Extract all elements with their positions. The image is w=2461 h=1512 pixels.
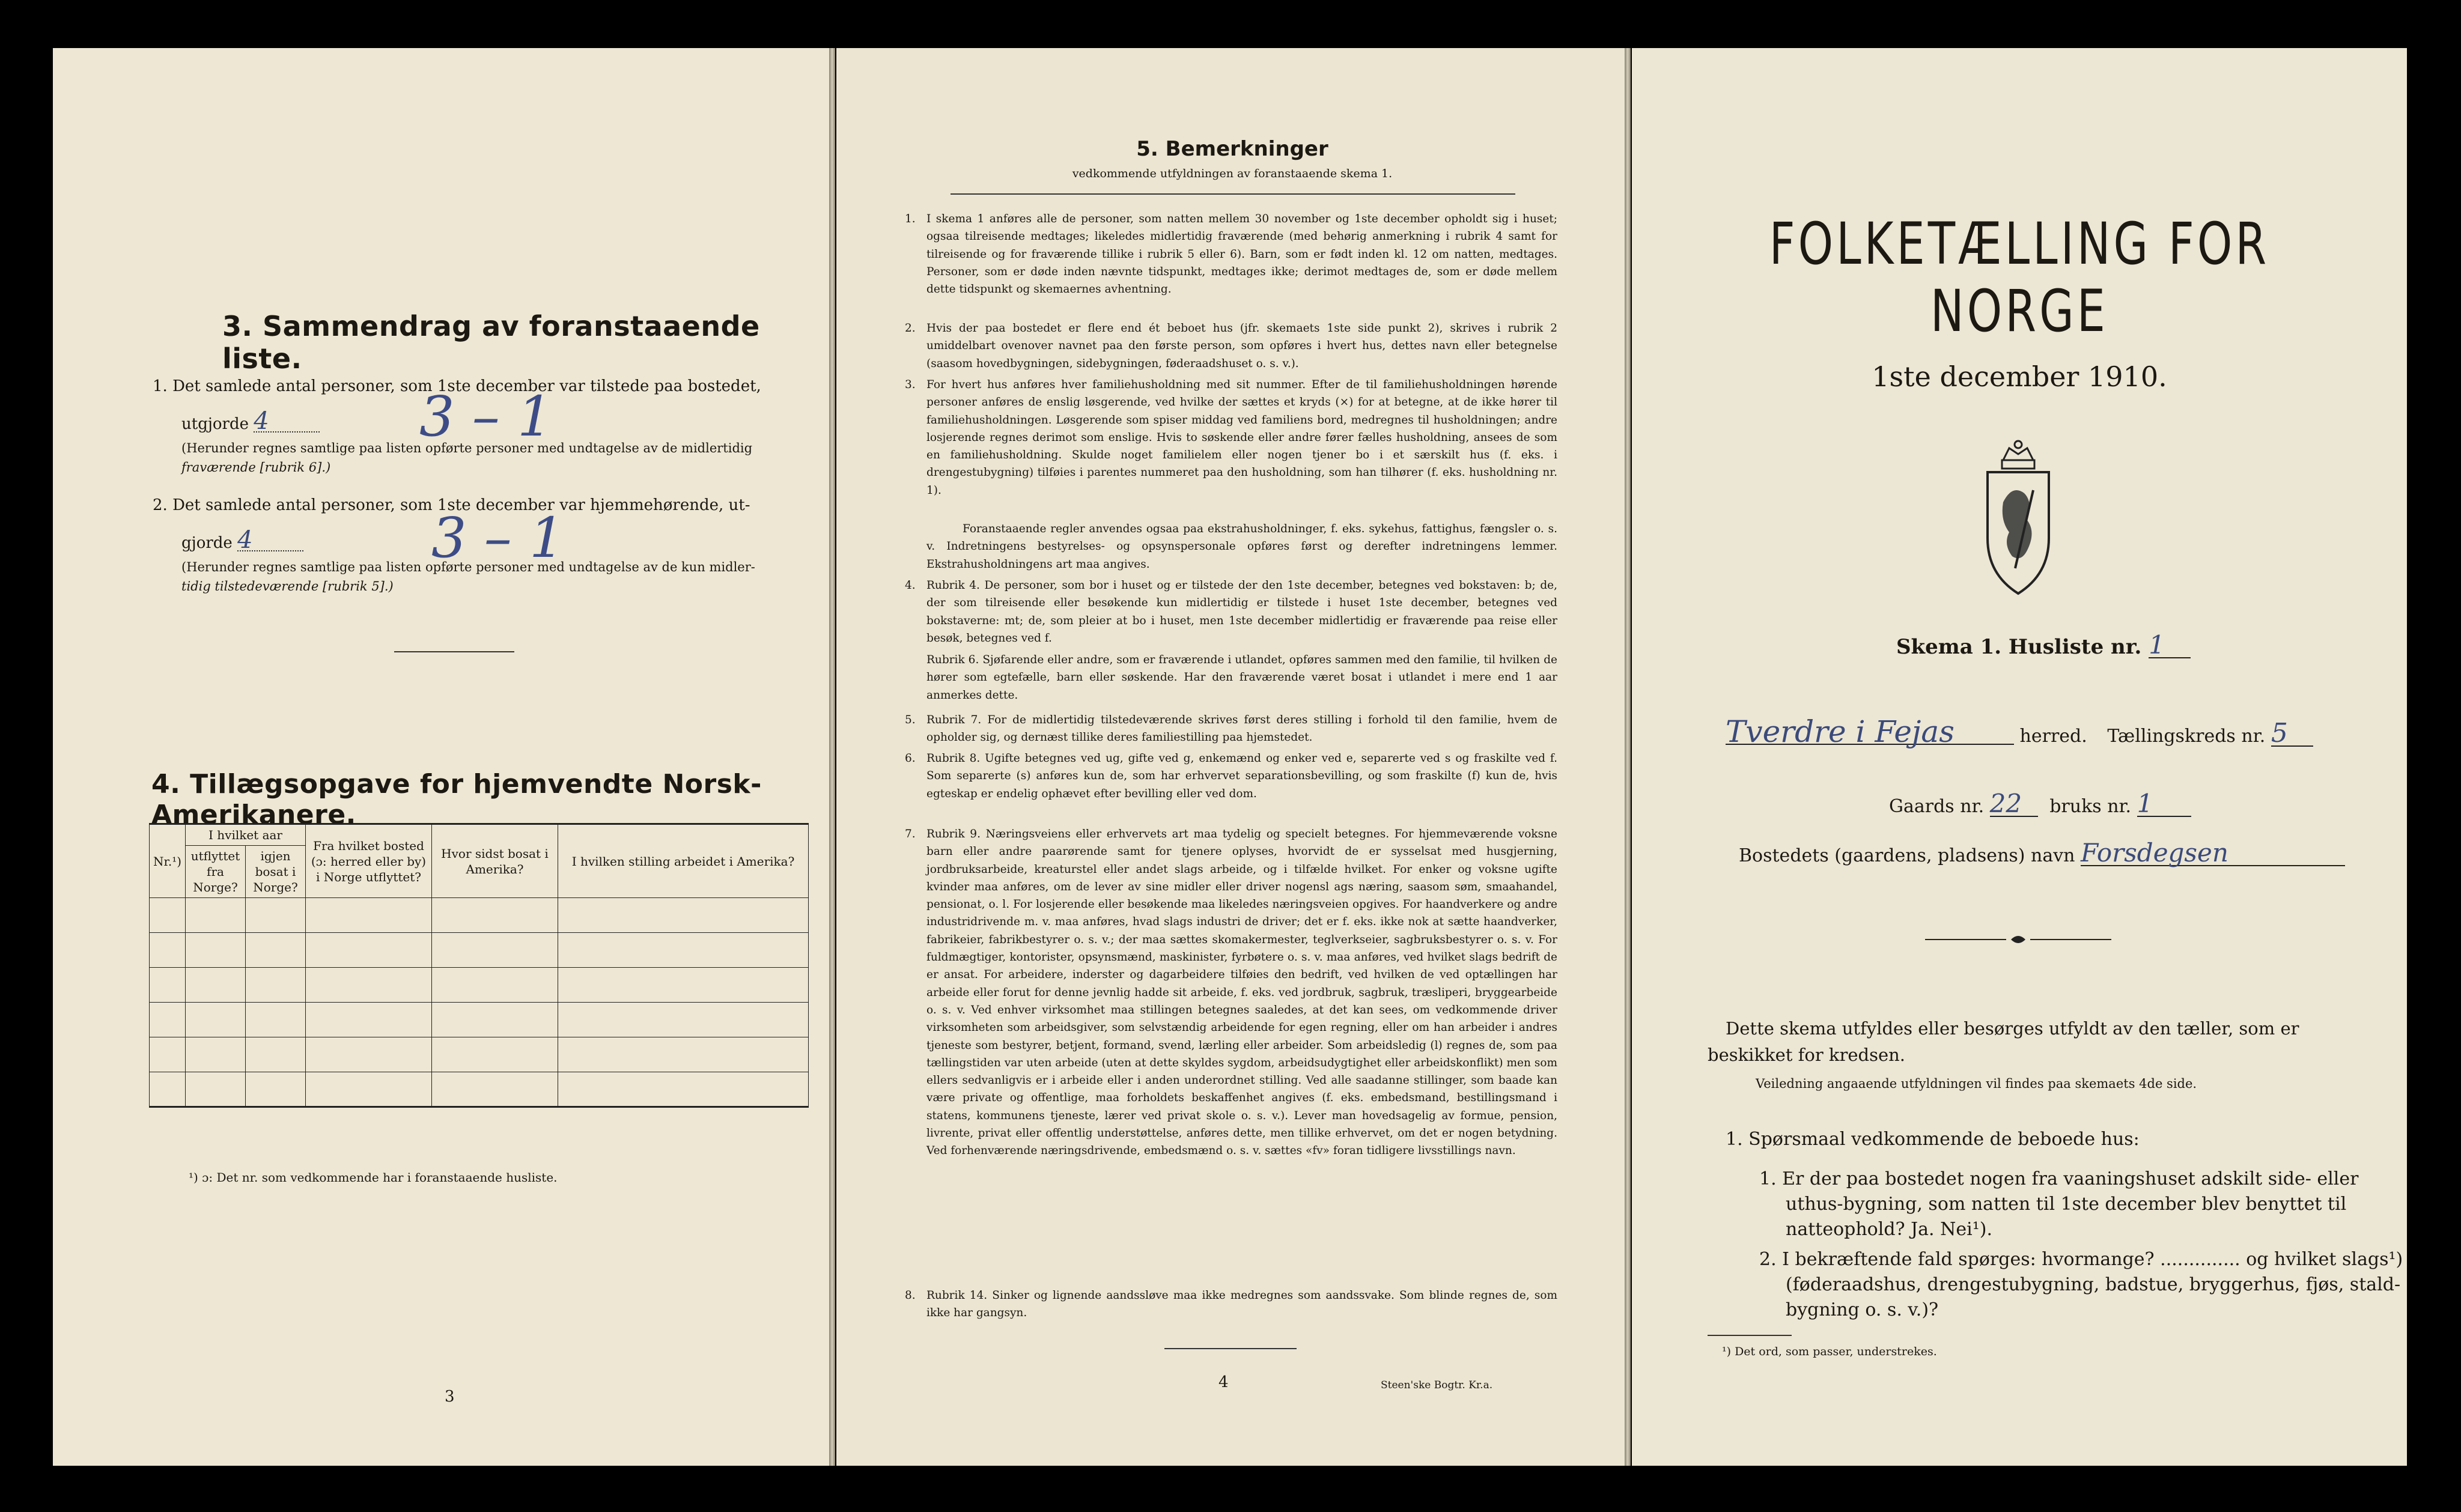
remark-1-text: I skema 1 anføres alle de personer, som natten mellem 30 november og 1ste december opholdt sig i huset; ogsaa tilreisende medtages; likeledes midlertidig fraværende (med behørig anmerkning i rubrik 4 samt for tilreisende og for fraværende tillike i rubrik 5 eller 6). Barn, som er født inden kl. 12 om natten, medtages. Personer, som er døde inden nævnte tidspunkt, medtages ikke; derimot medtages de, som er døde mellem dette tidspunkt og skemaernes avhentning. [926, 213, 1557, 296]
page-fold [829, 48, 835, 1466]
remark-7-num: 7. [905, 828, 916, 840]
page-number-4: 4 [1218, 1373, 1229, 1391]
remark-3b-text: Foranstaaende regler anvendes ogsaa paa ekstrahusholdninger, f. eks. sykehus, fattighus, fængsler o. s. v. Indretningens bestyrelses- og opsynspersonale opføres først og derefter indretningens lemmer. Ekstrahusholdningens art maa angives. [926, 523, 1557, 571]
table-row [150, 1037, 809, 1072]
bosted-line [1739, 838, 2345, 868]
remark-8 [905, 1287, 1557, 1322]
remarks-end-rule [1164, 1348, 1297, 1349]
remark-4b-text: Rubrik 6. Sjøfarende eller andre, som er fraværende i utlandet, opføres sammen med den familie, til hvilken de hører som egtefælle, barn eller søskende. Har den fraværende været bosat i utlandet i mere end 1 aar anmerkes dette. [926, 654, 1557, 702]
bosted-value: Forsdegsen [2081, 841, 2345, 866]
right-page [1632, 48, 2407, 1466]
norway-coat-of-arms-icon [1979, 436, 2057, 598]
remark-5-num: 5. [905, 714, 916, 726]
col-nr: Nr.¹) [150, 824, 186, 898]
middle-page [836, 48, 1628, 1466]
remark-7-text: Rubrik 9. Næringsveiens eller erhvervets art maa tydelig og specielt betegnes. For hjemmeværende voksne barn eller andre paarørende samt for tjenere oplyses, hvorvidt de er sysselsat med husgjerning, jordbruksarbeide, kreaturstel eller andet slags arbeide, og i tilfælde hvilket. For enker og voksne ugifte kvinder maa anføres, om de lever av sine midler eller driver nogensl ags næring, saasom søm, smaahandel, pensionat, o. l. For losjerende eller besøkende maa likeledes næringsveien opgives. For haandverkere og andre industridrivende m. v. maa anføres, hvad slags industri de driver; det er f. eks. ikke nok at sætte haandverker, fabrikeier, fabrikbestyrer o. s. v.; der maa sættes skomakermester, teglverkseier, sagbruksbestyrer o. s. v. For fuldmægtiger, kontorister, opsynsmænd, maskinister, fyrbøtere o. s. v. maa anføres, ved hvilket slags bedrift de er ansat. For arbeidere, inderster og dagarbeidere tilføies den bedrift, ved hvilken de ved optællingen har arbeide eller forut for denne jevnlig hadde sit arbeide, f. eks. ved jordbruk, sagbruk, træsliperi, bryggearbeide o. s. v. Ved enhver virksomhet maa stillingen betegnes saaledes, at det kan sees, om vedkommende driver virksomheten som arbeidsgiver, som selvstændig arbeidende for egen regning, eller om han arbeider i andres tjeneste som bestyrer, betjent, formand, svend, lærling eller arbeider. Som arbeidsledig (l) regnes de, som paa tællingstiden var uten arbeide (uten at dette skyldes sygdom, arbeidsudygtighet eller arbeidskonflikt) men som ellers sedvanligvis er i arbeide eller i anden underordnet stilling. Ved alle saadanne stillinger, som baade kan være private og offentlige, maa forholdets beskaffenhet angives (f. eks. embedsmand, bestillingsmand i statens, kommunens tjeneste, lærer ved privat skole o. s. v.). Lever man hovedsagelig av formue, pension, livrente, privat eller offentlig understøttelse, anføres dette, men tillike erhvervet, om det er nogen betydning. Ved forhenværende næringsdrivende, embedsmænd o. s. v. sættes «fv» foran tidligere livsstillings navn. [926, 828, 1557, 1158]
herred-value: Tverdre i Fejas [1726, 720, 2014, 745]
census-title: FOLKETÆLLING FOR NORGE [1769, 210, 2270, 345]
gaards-value: 22 [1990, 792, 2038, 817]
gaards-label: Gaards nr. [1889, 796, 1985, 817]
q1-handwritten-total: 3 – 1 [419, 384, 553, 449]
col-fra-bosted: Fra hvilket bosted (ɔ: herred eller by) i Norge utflyttet? [306, 824, 432, 898]
remark-2-text: Hvis der paa bostedet er flere end ét beboet hus (jfr. skemaets 1ste side punkt 2), skrives i rubrik 2 umiddelbart ovenover navnet paa den første person, som opføres i hvert hus, dettes navn eller betegnelse (saasom hovedbygningen, sidebygningen, føderaadshuset o. s. v.). [926, 322, 1557, 370]
table-row [150, 898, 809, 933]
question-heading: 1. Spørsmaal vedkommende de beboede hus: [1726, 1129, 2140, 1150]
intro-small: Veiledning angaaende utfyldningen vil findes paa skemaets 4de side. [1756, 1076, 2197, 1091]
remark-3-num: 3. [905, 378, 916, 391]
table-footnote: ¹) ɔ: Det nr. som vedkommende har i foranstaaende husliste. [189, 1170, 558, 1185]
remark-4 [905, 577, 1557, 647]
q2-handwritten-total: 3 – 1 [431, 506, 565, 570]
left-page [53, 48, 829, 1466]
husliste-nr-value: 1 [2149, 633, 2191, 658]
norsk-amerikanere-table [149, 823, 809, 1108]
remark-2-num: 2. [905, 322, 916, 335]
remark-4b [926, 651, 1557, 704]
remark-1-num: 1. [905, 213, 916, 225]
printer-imprint: Steen'ske Bogtr. Kr.a. [1381, 1379, 1493, 1391]
table-row [150, 968, 809, 1003]
q2-line-c: bygning o. s. v.)? [1786, 1299, 1939, 1320]
remark-6 [905, 750, 1557, 803]
census-date: 1ste december 1910. [1872, 360, 2167, 393]
q2-note-1: (Herunder regnes samtlige paa listen opførte personer med undtagelse av de kun midler- [181, 560, 755, 574]
remark-5 [905, 711, 1557, 747]
remark-7 [905, 825, 1557, 1160]
col-hvor-bosat: Hvor sidst bosat i Amerika? [432, 824, 558, 898]
page-number-3: 3 [445, 1388, 455, 1406]
herred-label: herred. [2019, 726, 2087, 747]
remark-6-num: 6. [905, 752, 916, 765]
q2-note-2: tidig tilstedeværende [rubrik 5].) [181, 579, 394, 594]
remark-3-text: For hvert hus anføres hver familiehusholdning med sit nummer. Efter de til familiehusholdningen hørende personer anføres de enslig løsgerende, ved hvilke der sættes et kryds (×) for at betegne, at de ikke hører til familiehusholdningen. Løsgerende som spiser middag ved familiens bord, medregnes til husholdningen; andre losjerende regnes derimot som enslige. Hvis to søskende eller andre fører fælles husholdning, ansees de som en familiehusholdning. Skulde noget familielem eller nogen tjener bo i et særskilt hus (f. eks. i drengestubygning) tilføies i parentes nummeret paa den husholdning, som han tilhører (f. eks. husholdning nr. 1). [926, 378, 1557, 497]
remarks-subtitle: vedkommende utfyldningen av foranstaaende skema 1. [1072, 167, 1393, 180]
table-row [150, 933, 809, 968]
q1-line-c: natteophold? Ja. Nei¹). [1786, 1219, 1992, 1240]
q2-line-b: (føderaadshus, drengestubygning, badstue, bryggerhus, fjøs, stald- [1786, 1274, 2401, 1295]
remark-5-text: Rubrik 7. For de midlertidig tilstedeværende skrives først deres stilling i forhold til den familie, hvem de opholder sig, og dernæst tillike deres familiestilling paa hjemstedet. [926, 714, 1557, 744]
bruks-value: 1 [2137, 792, 2191, 817]
gaards-line [1889, 789, 2191, 819]
q1-line-b: uthus-bygning, som natten til 1ste december blev benyttet til [1786, 1194, 2347, 1215]
ornament-divider-icon [1925, 931, 2111, 949]
col-igjen-bosat: igjen bosat i Norge? [246, 846, 306, 898]
remarks-rule [951, 193, 1515, 195]
table-row [150, 1003, 809, 1037]
q2-line-a: 2. I bekræftende fald spørges: hvormange? .............. og hvilket slags¹) [1759, 1249, 2403, 1270]
remark-3 [905, 376, 1557, 499]
kreds-value: 5 [2271, 721, 2313, 747]
col-stilling: I hvilken stilling arbeidet i Amerika? [558, 824, 809, 898]
skema-label: Skema 1. Husliste nr. [1896, 635, 2142, 659]
remarks-title: 5. Bemerkninger [1136, 137, 1328, 161]
bosted-label: Bostedets (gaardens, pladsens) navn [1739, 845, 2075, 866]
q2-line: 2. Det samlede antal personer, som 1ste december var hjemmehørende, ut- [153, 496, 750, 514]
remark-4-num: 4. [905, 579, 916, 592]
q1-note-2: fraværende [rubrik 6].) [181, 460, 331, 475]
col-group-aar: I hvilket aar [186, 824, 306, 846]
q2-small-value: 4 [237, 530, 303, 551]
q1-utgjorde [181, 407, 320, 435]
remark-6-text: Rubrik 8. Ugifte betegnes ved ug, gifte ved g, enkemænd og enker ved e, separerte ved s og fraskilte ved f. Som separerte (s) anføres kun de, som har erhvervet separationsbevilling, og som fraskilte (f) kun de, hvis egteskap er endelig ophævet efter bevilling eller ved dom. [926, 752, 1557, 800]
q1-line-a: 1. Er der paa bostedet nogen fra vaaningshuset adskilt side- eller [1759, 1168, 2359, 1189]
intro-line-2: beskikket for kredsen. [1708, 1045, 1906, 1065]
kreds-label: Tællingskreds nr. [2107, 726, 2266, 747]
remark-8-num: 8. [905, 1289, 916, 1302]
remark-1 [905, 210, 1557, 298]
q1-utgjorde-label: utgjorde [181, 415, 249, 433]
section-3-title: 3. Sammendrag av foranstaaende liste. [222, 310, 760, 375]
q1-small-value: 4 [254, 411, 320, 433]
intro-line-1: Dette skema utfyldes eller besørges utfyldt av den tæller, som er [1726, 1018, 2299, 1039]
q1-line: 1. Det samlede antal personer, som 1ste december var tilstede paa bostedet, [153, 377, 761, 395]
table-row [150, 1072, 809, 1107]
q1-note-1: (Herunder regnes samtlige paa listen opførte personer med undtagelse av de midlertidig [181, 441, 753, 455]
footnote-rule [1708, 1335, 1792, 1336]
divider [394, 651, 514, 652]
q2-gjorde-label: gjorde [181, 534, 233, 552]
q2-gjorde [181, 526, 303, 554]
remark-3b [926, 520, 1557, 573]
skema-line [1896, 630, 2191, 660]
col-utflyttet: utflyttet fra Norge? [186, 846, 246, 898]
remark-8-text: Rubrik 14. Sinker og lignende aandssløve maa ikke medregnes som aandssvake. Som blinde regnes de, som ikke har gangsyn. [926, 1289, 1557, 1320]
bruks-label: bruks nr. [2049, 796, 2132, 817]
section-4-title: 4. Tillægsopgave for hjemvendte Norsk-Amerikanere. [151, 769, 762, 830]
right-footnote: ¹) Det ord, som passer, understrekes. [1722, 1345, 1937, 1358]
remark-2 [905, 320, 1557, 372]
remark-4-text: Rubrik 4. De personer, som bor i huset og er tilstede der den 1ste december, betegnes ved bokstaven: b; de, der som tilreisende eller besøkende kun midlertidig er tilstede i huset 1ste december, betegnes ved bokstaverne: mt; de, som pleier at bo i huset, men 1ste december midlertidig er fraværende paa reise eller besøk, betegnes ved f. [926, 579, 1557, 645]
herred-line [1726, 714, 2313, 749]
page-fold [1625, 48, 1631, 1466]
